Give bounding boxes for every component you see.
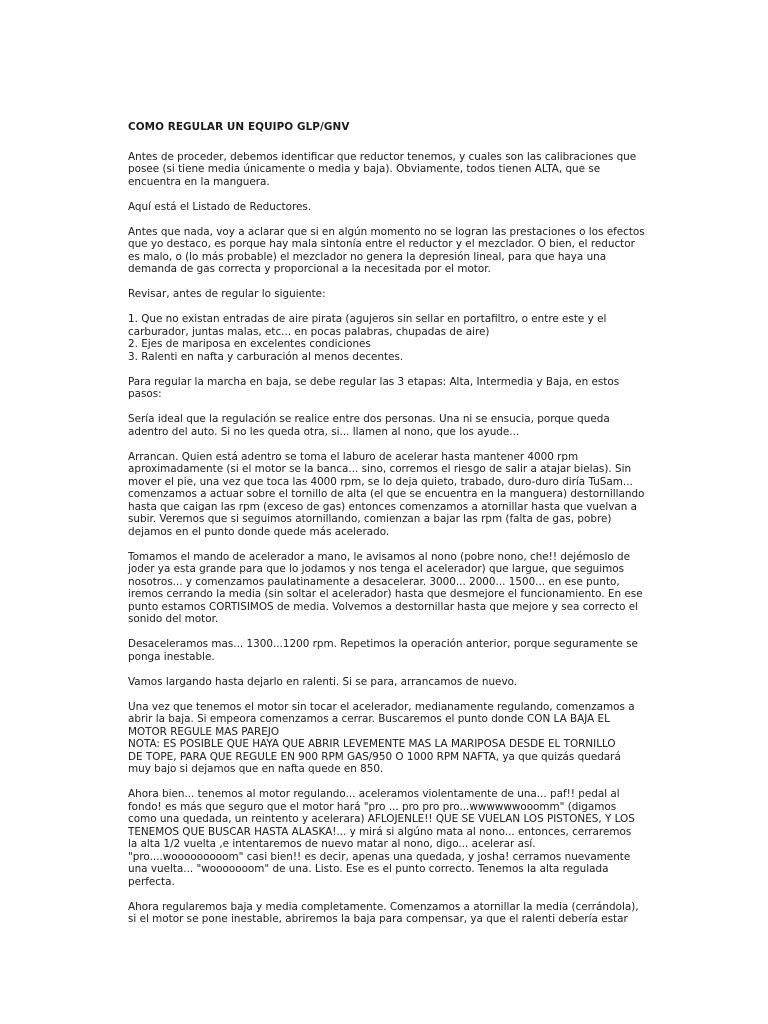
text-line: joder ya esta grande para que lo jodamos y nos tenga el acelerador) que largue, que seguimos <box>128 563 625 575</box>
text-line: ponga inestable. <box>128 650 215 663</box>
paragraph <box>128 226 650 276</box>
paragraph <box>128 451 650 539</box>
paragraph <box>128 901 650 926</box>
text-line: "pro....wooooooooom" casi bien!! es decir, apenas una quedada, y josha! cerramos nuevamente <box>128 850 631 863</box>
text-line: fondo! es más que seguro que el motor hará "pro ... pro pro pro...wwwwwwooomm" (digamos <box>128 800 617 813</box>
document-body <box>128 151 650 926</box>
paragraph <box>128 551 650 626</box>
text-line: Una vez que tenemos el motor sin tocar el acelerador, medianamente regulando, comenzamos a <box>128 700 635 713</box>
text-line: hasta que caigan las rpm (exceso de gas) entonces comenzamos a atornillar hasta que vuelvan a <box>128 500 638 513</box>
paragraph <box>128 313 650 363</box>
text-line: Sería ideal que la regulación se realice entre dos personas. Una ni se ensucia, porque queda <box>128 413 610 425</box>
paragraph <box>128 638 650 663</box>
text-line: MOTOR REGULE MAS PAREJO <box>128 725 279 738</box>
text-line: la alta 1/2 vuelta ,e intentaremos de nuevo matar al nono, digo... acelerar así. <box>128 838 536 850</box>
text-line: mover el pie, una vez que toca las 4000 rpm, se lo deja quieto, trabado, duro-duro diría TuSam... <box>128 475 633 488</box>
paragraph <box>128 288 650 301</box>
text-line: comenzamos a actuar sobre el tornillo de alta (el que se encuentra en la manguera) destornillando <box>128 488 645 500</box>
text-line: carburador, juntas malas, etc... en pocas palabras, chupadas de aire) <box>128 325 490 338</box>
text-line: muy bajo si dejamos que en nafta quede en 850. <box>128 763 384 775</box>
text-line: Arrancan. Quien está adentro se toma el laburo de acelerar hasta mantener 4000 rpm <box>128 450 579 463</box>
text-line: Ahora regularemos baja y media completamente. Comenzamos a atornillar la media (cerrándola), <box>128 900 639 913</box>
text-line: pasos: <box>128 388 162 400</box>
text-line: una vuelta... "wooooooom" de una. Listo. Ese es el punto correcto. Tenemos la alta regulada <box>128 863 609 875</box>
text-line: nosotros... y comenzamos paulatinamente a desacelerar. 3000... 2000... 1500... en ese punto, <box>128 575 620 588</box>
paragraph <box>128 788 650 888</box>
paragraph <box>128 151 650 189</box>
text-line: es malo, o (lo más probable) el mezclador no genera la depresión lineal, para que haya una <box>128 250 607 263</box>
text-line: Aquí está el Listado de Reductores. <box>128 200 312 213</box>
text-line: si el motor se pone inestable, abriremos la baja para compensar, ya que el ralenti debería estar <box>128 913 628 925</box>
text-line: Revisar, antes de regular lo siguiente: <box>128 288 326 300</box>
text-line: Desaceleramos mas... 1300...1200 rpm. Repetimos la operación anterior, porque seguramente se <box>128 638 638 650</box>
paragraph <box>128 413 650 438</box>
text-line: que yo destaco, es porque hay mala sintonía entre el reductor y el mezclador. O bien, el reductor <box>128 238 635 250</box>
text-line: aproximadamente (si el motor se la banca... sino, corremos el riesgo de salir a atajar bielas). Sin <box>128 463 632 475</box>
text-line: Vamos largando hasta dejarlo en ralenti. Si se para, arrancamos de nuevo. <box>128 675 518 688</box>
paragraph <box>128 676 650 689</box>
text-line: 1. Que no existan entradas de aire pirata (agujeros sin sellar en portafiltro, o entre este y el <box>128 313 607 325</box>
text-line: Para regular la marcha en baja, se debe regular las 3 etapas: Alta, Intermedia y Baja, en estos <box>128 375 620 388</box>
text-line: Tomamos el mando de acelerador a mano, le avisamos al nono (pobre nono, che!! dejémoslo de <box>128 550 631 563</box>
text-line: TENEMOS QUE BUSCAR HASTA ALASKA!... y mirá si algúno mata al nono... entonces, cerraremos <box>128 825 632 838</box>
text-line: sonido del motor. <box>128 613 219 625</box>
paragraph <box>128 201 650 214</box>
text-line: NOTA: ES POSIBLE QUE HAYA QUE ABRIR LEVEMENTE MAS LA MARIPOSA DESDE EL TORNILLO <box>128 738 616 750</box>
text-line: punto estamos CORTISIMOS de media. Volvemos a destornillar hasta que mejore y sea correcto el <box>128 600 639 613</box>
text-line: Ahora bien... tenemos al motor regulando... aceleramos violentamente de una... paf!! pedal al <box>128 788 620 800</box>
text-line: posee (si tiene media únicamente o media y baja). Obviamente, todos tienen ALTA, que se <box>128 163 601 175</box>
text-line: 2. Ejes de mariposa en excelentes condiciones <box>128 338 371 350</box>
document-page <box>128 121 650 938</box>
text-line: adentro del auto. Si no les queda otra, si... llamen al nono, que los ayude... <box>128 425 520 438</box>
paragraph <box>128 701 650 776</box>
text-line: subir. Veremos que si seguimos atornillando, comienzan a bajar las rpm (falta de gas, pobre) <box>128 513 612 525</box>
text-line: Antes de proceder, debemos identificar que reductor tenemos, y cuales son las calibraciones que <box>128 150 637 163</box>
text-line: iremos cerrando la media (sin soltar el acelerador) hasta que desmejore el funcionamiento. En ese <box>128 588 643 600</box>
text-line: demanda de gas correcta y proporcional a la necesitada por el motor. <box>128 263 491 275</box>
text-line: 3. Ralenti en nafta y carburación al menos decentes. <box>128 350 404 363</box>
text-line: Antes que nada, voy a aclarar que si en algún momento no se logran las prestaciones o los efectos <box>128 225 645 238</box>
text-line: dejamos en el punto donde quede más acelerado. <box>128 525 390 538</box>
document-title: COMO REGULAR UN EQUIPO GLP/GNV <box>128 121 350 133</box>
text-line: abrir la baja. Si empeora comenzamos a cerrar. Buscaremos el punto donde CON LA BAJA EL <box>128 713 610 725</box>
text-line: encuentra en la manguera. <box>128 175 270 188</box>
text-line: perfecta. <box>128 875 175 888</box>
paragraph <box>128 376 650 401</box>
text-line: como una quedada, un reintento y acelerara) AFLOJENLE!! QUE SE VUELAN LOS PISTONES, Y LOS <box>128 813 635 825</box>
text-line: DE TOPE, PARA QUE REGULE EN 900 RPM GAS/950 O 1000 RPM NAFTA, ya que quizás quedará <box>128 750 621 763</box>
